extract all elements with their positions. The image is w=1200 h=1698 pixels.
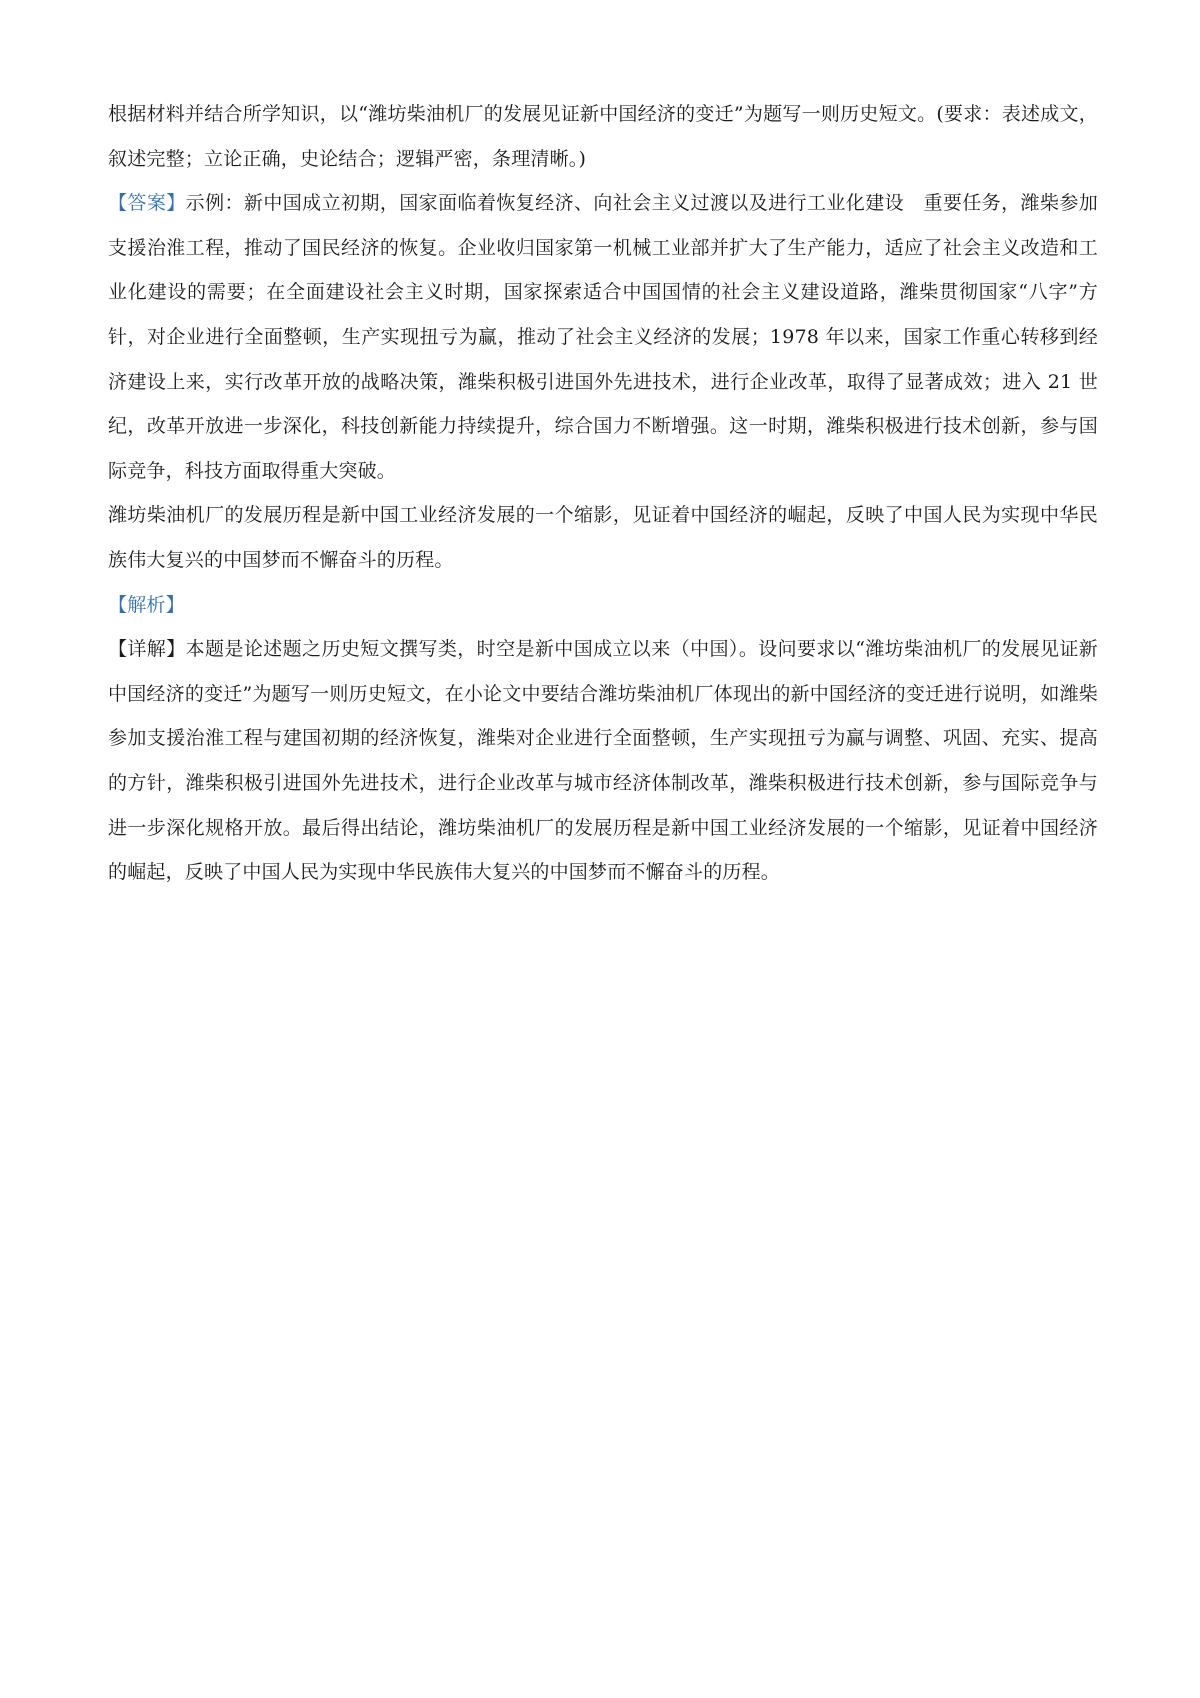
document-page bbox=[108, 92, 1098, 895]
answer-label: 【答案】 bbox=[108, 192, 186, 215]
analysis-label: 【解析】 bbox=[108, 593, 185, 616]
answer-conclusion-text: 潍坊柴油机厂的发展历程是新中国工业经济发展的一个缩影，见证着中国经济的崛起，反映了中国人民为实现中华民族伟大复兴的中国梦而不懈奋斗的历程。 bbox=[108, 504, 1098, 571]
detail-text: 本题是论述题之历史短文撰写类，时空是新中国成立以来（中国）。设问要求以“潍坊柴油机厂的发展见证新中国经济的变迁”为题写一则历史短文，在小论文中要结合潍坊柴油机厂体现出的新中国经济的变迁进行说明，如潍柴参加支援治淮工程与建国初期的经济恢复，潍柴对企业进行全面整顿，生产实现扭亏为赢与调整、巩固、充实、提高的方针，潍柴积极引进国外先进技术，进行企业改革与城市经济体制改革，潍柴积极进行技术创新，参与国际竞争与进一步深化规格开放。最后得出结论，潍坊柴油机厂的发展历程是新中国工业经济发展的一个缩影，见证着中国经济的崛起，反映了中国人民为实现中华民族伟大复兴的中国梦而不懈奋斗的历程。 bbox=[108, 638, 1098, 884]
detail-label: 【详解】 bbox=[108, 638, 186, 661]
question-paragraph bbox=[108, 92, 1098, 181]
detail-paragraph bbox=[108, 627, 1098, 895]
answer-paragraph bbox=[108, 181, 1098, 493]
question-text: 根据材料并结合所学知识，以“潍坊柴油机厂的发展见证新中国经济的变迁”为题写一则历史短文。(要求：表述成文，叙述完整；立论正确，史论结合；逻辑严密，条理清晰。) bbox=[108, 103, 1098, 170]
analysis-paragraph bbox=[108, 583, 1098, 628]
answer-text: 示例：新中国成立初期，国家面临着恢复经济、向社会主义过渡以及进行工业化建设 重要任务，潍柴参加支援治淮工程，推动了国民经济的恢复。企业收归国家第一机械工业部并扩大了生产能力，适应了社会主义改造和工业化建设的需要；在全面建设社会主义时期，国家探索适合中国国情的社会主义建设道路，潍柴贯彻国家“八字”方针，对企业进行全面整顿，生产实现扭亏为赢，推动了社会主义经济的发展；1978 年以来，国家工作重心转移到经济建设上来，实行改革开放的战略决策，潍柴积极引进国外先进技术，进行企业改革，取得了显著成效；进入 21 世纪，改革开放进一步深化，科技创新能力持续提升，综合国力不断增强。这一时期，潍柴积极进行技术创新，参与国际竞争，科技方面取得重大突破。 bbox=[108, 192, 1098, 482]
answer-conclusion-paragraph bbox=[108, 493, 1098, 582]
